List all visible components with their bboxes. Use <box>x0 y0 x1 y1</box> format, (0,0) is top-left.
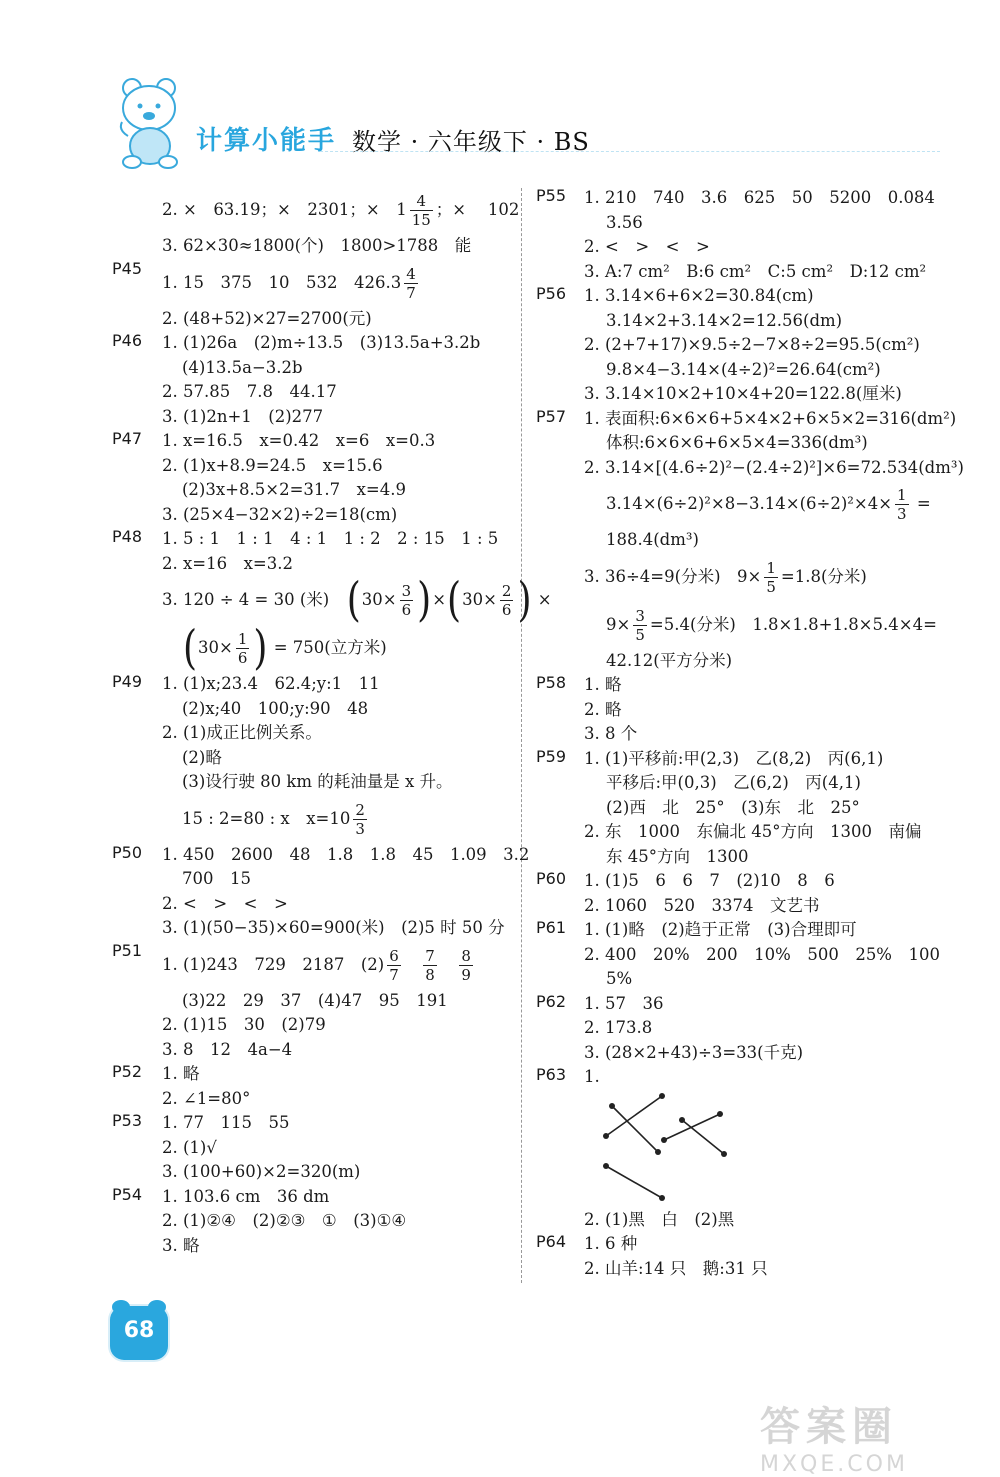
watermark <box>760 1395 980 1477</box>
answer-text: 2. (1)②④ (2)②③ ① (3)①④ <box>162 1211 407 1230</box>
answer-text: 1. 77 115 55 <box>162 1113 290 1132</box>
answer-line <box>112 573 552 627</box>
page-ref-label: P64 <box>536 1232 567 1251</box>
answer-text: 2. 东 1000 东偏北 45°方向 1300 南偏 <box>584 822 922 841</box>
answer-text: 1. (1)略 (2)趋于正常 (3)合理即可 <box>584 920 857 939</box>
answer-line <box>536 992 936 1017</box>
answer-line <box>112 380 512 405</box>
page-ref-label: P48 <box>112 527 143 546</box>
answer-text: 3. (25×4−32×2)÷2=18(cm) <box>162 504 398 524</box>
answer-text: 3.56 <box>606 212 643 232</box>
answer-text: 30× <box>198 638 233 657</box>
answer-line <box>536 1041 936 1066</box>
answer-text: (2)3x+8.5×2=31.7 x=4.9 <box>182 480 406 499</box>
answer-line <box>536 673 936 698</box>
answer-text: 2. 略 <box>584 699 622 719</box>
page-ref-label: P62 <box>536 991 567 1011</box>
page-ref-label: P46 <box>112 331 143 350</box>
answer-text: 3. 8 12 4a−4 <box>162 1039 293 1059</box>
diagram-segment <box>664 1114 720 1140</box>
p63-line-diagram <box>536 1090 936 1208</box>
answer-text: 1. 5 : 1 1 : 1 4 : 1 1 : 2 2 : 15 1 : 5 <box>162 529 499 548</box>
watermark-logo-text: 答案圈 <box>760 1404 898 1450</box>
paren-close: ) <box>417 573 432 627</box>
answer-line <box>536 820 936 845</box>
page-ref-label: P58 <box>536 673 567 692</box>
answer-text: × <box>432 590 447 609</box>
answer-line <box>536 943 940 968</box>
answer-line <box>112 234 512 259</box>
answer-line <box>536 771 936 796</box>
answer-line <box>112 186 520 234</box>
answer-entry <box>112 186 520 259</box>
answer-line <box>536 553 936 601</box>
answer-entry <box>112 429 512 527</box>
answer-line: 42.12(平方分米) <box>606 650 733 670</box>
answer-entry <box>536 1065 936 1090</box>
answer-line <box>112 1160 512 1185</box>
diagram-point <box>603 1133 609 1139</box>
answer-text: 2. 3.14×[(4.6÷2)²−(2.4÷2)²]×6=72.534(dm³) <box>584 457 964 477</box>
answer-line <box>112 697 512 722</box>
answer-line <box>112 1111 512 1136</box>
answer-text: 3. 62×30≈1800(个) 1800>1788 能 <box>162 236 472 255</box>
answer-text: 2. 400 20% 200 10% 500 25% 100 <box>584 944 940 964</box>
fraction-denominator: 5 <box>766 577 776 596</box>
fraction-numerator: 7 <box>425 946 435 965</box>
answer-line <box>112 867 512 892</box>
answer-text: 3. 36÷4=9(分米) 9× <box>584 566 762 586</box>
answer-text: 平移后:甲(0,3) 乙(6,2) 丙(4,1) <box>606 773 861 792</box>
answer-entry <box>536 869 936 918</box>
answer-text: 1. (1)243 729 2187 (2) <box>162 954 385 974</box>
fraction <box>459 947 473 984</box>
answer-text: 2. (1)√ <box>162 1137 217 1157</box>
answer-text: = 750(立方米) <box>268 638 387 657</box>
answer-text: 3. (100+60)×2=320(m) <box>162 1162 361 1181</box>
answer-text: 3.14×(6÷2)²×8−3.14×(6÷2)²×4× <box>606 494 893 513</box>
fraction-denominator: 6 <box>401 601 412 619</box>
answer-text: 3. 120 ÷ 4 = 30 (米) <box>162 590 330 609</box>
answer-line <box>536 456 964 481</box>
fraction-denominator: 7 <box>389 965 399 984</box>
answer-line <box>112 1038 512 1063</box>
page-ref-label: P52 <box>112 1062 143 1081</box>
answer-line <box>112 1087 512 1112</box>
page-ref-label: P57 <box>536 406 567 426</box>
answer-text: × <box>532 590 552 609</box>
answer-text: 3. (1)2n+1 (2)277 <box>162 406 324 426</box>
fraction-numerator: 4 <box>406 264 416 283</box>
answer-line <box>536 260 936 285</box>
answer-text: (3)22 29 37 (4)47 95 191 <box>182 990 448 1010</box>
page-ref-label: P50 <box>112 842 143 862</box>
answer-line <box>536 1065 936 1090</box>
answer-entry <box>112 527 512 576</box>
answer-text: 2. < > < > <box>584 237 710 256</box>
answer-text: 1. (1)平移前:甲(2,3) 乙(8,2) 丙(6,1) <box>584 748 884 768</box>
fraction <box>410 192 433 229</box>
answer-line <box>112 1234 512 1259</box>
bear-mascot-icon <box>110 70 190 170</box>
answer-line <box>112 843 530 868</box>
paren-open: ( <box>346 573 361 627</box>
answer-text: 东 45°方向 1300 <box>606 846 749 866</box>
diagram-point <box>655 1149 661 1155</box>
answer-text: 2. (1)x+8.9=24.5 x=15.6 <box>162 455 383 475</box>
answer-text: 3. (28×2+43)÷3=33(千克) <box>584 1042 804 1062</box>
answer-text: 3.14×2+3.14×2=12.56(dm) <box>606 310 843 330</box>
answer-text: (3)设行驶 80 km 的耗油量是 x 升。 <box>182 772 453 791</box>
answer-line <box>112 795 512 843</box>
answer-line <box>112 621 512 675</box>
badge-ear-right <box>148 1300 166 1314</box>
answer-line <box>536 309 936 334</box>
fraction-denominator: 3 <box>897 505 907 523</box>
answer-line <box>536 918 936 943</box>
fraction-denominator: 6 <box>501 601 512 619</box>
answer-text: 1. 表面积:6×6×6+5×4×2+6×5×2=316(dm²) <box>584 408 957 428</box>
answer-line <box>112 916 512 941</box>
answer-entry <box>536 673 936 747</box>
book-subtitle: 数学 · 六年级下 · BS <box>352 128 590 156</box>
answer-line <box>536 1257 936 1282</box>
fraction-numerator: 3 <box>635 606 645 625</box>
answer-text: 1. 57 36 <box>584 993 664 1013</box>
answer-line <box>112 770 512 795</box>
answer-line <box>536 382 936 407</box>
diagram-point <box>603 1163 609 1169</box>
answer-line <box>112 892 512 917</box>
badge-ear-left <box>112 1300 130 1314</box>
p63-line-diagram-svg <box>596 1090 796 1208</box>
answer-entry <box>536 992 936 1066</box>
fraction-denominator: 3 <box>355 819 365 838</box>
answer-entry <box>536 1232 936 1281</box>
answer-text: 3. 8 个 <box>584 724 638 743</box>
page-ref-label: P45 <box>112 258 143 278</box>
fraction-denominator: 9 <box>461 965 471 984</box>
fraction-numerator: 6 <box>389 946 399 965</box>
watermark-url: MXQE.COM <box>760 1452 908 1477</box>
answer-text: 9.8×4−3.14×(4÷2)²=26.64(cm²) <box>606 359 881 379</box>
page-ref-label: P49 <box>112 672 143 691</box>
answer-text: 2. ∠1=80° <box>162 1088 251 1108</box>
answer-text: =1.8(分米) <box>780 566 867 586</box>
answer-text: (2)略 <box>182 747 222 767</box>
fraction <box>500 582 514 619</box>
answer-text: 1. x=16.5 x=0.42 x=6 x=0.3 <box>162 431 436 450</box>
answer-text: (2)西 北 25° (3)东 北 25° <box>606 797 860 817</box>
fraction-denominator: 7 <box>406 283 416 302</box>
page-ref-label: P47 <box>112 429 143 448</box>
answer-entry <box>536 406 964 481</box>
answer-entry <box>536 918 940 992</box>
answer-text: = <box>911 494 931 513</box>
fraction-denominator: 5 <box>635 625 645 644</box>
answer-line <box>536 722 936 747</box>
answer-text: 2. x=16 x=3.2 <box>162 553 293 573</box>
fraction-denominator: 8 <box>425 965 435 984</box>
answer-text: 3. (1)(50−35)×60=900(米) (2)5 时 50 分 <box>162 918 505 937</box>
answer-text: 1. 210 740 3.6 625 50 5200 0.084 <box>584 188 935 207</box>
fraction <box>895 486 909 523</box>
answer-text: 2. 173.8 <box>584 1018 653 1037</box>
answer-text: 15 : 2=80 : x x=10 <box>182 808 351 828</box>
answer-text: (4)13.5a−3.2b <box>182 357 303 377</box>
answer-text: 700 15 <box>182 869 251 888</box>
fraction-denominator: 15 <box>411 211 431 229</box>
answer-line <box>112 1136 512 1161</box>
page-ref-label: P63 <box>536 1065 567 1084</box>
fraction-numerator: 8 <box>461 946 471 965</box>
answer-line <box>112 405 512 430</box>
answer-line <box>112 941 512 989</box>
answer-entry <box>112 1185 512 1259</box>
fraction-numerator: 2 <box>355 800 365 819</box>
diagram-point <box>679 1117 685 1123</box>
answer-text: 1. 6 种 <box>584 1234 638 1253</box>
right-column <box>536 186 964 1281</box>
answer-line <box>536 869 936 894</box>
page-ref-label: P55 <box>536 186 567 205</box>
answer-line <box>536 796 936 821</box>
diagram-point <box>661 1137 667 1143</box>
diagram-point <box>659 1093 665 1099</box>
answer-line <box>112 454 512 479</box>
answer-line <box>536 407 957 432</box>
answer-entry <box>536 747 936 870</box>
fraction <box>353 801 367 838</box>
answer-text: ；× 102 <box>435 200 520 219</box>
paren-close: ) <box>253 621 268 675</box>
answer-line <box>112 356 512 381</box>
answer-line <box>536 186 936 211</box>
fraction-numerator: 1 <box>766 558 776 577</box>
answer-line <box>536 698 936 723</box>
answer-line <box>536 211 936 236</box>
answer-line <box>112 259 512 307</box>
fraction-numerator: 1 <box>897 486 907 504</box>
answer-line <box>536 431 936 456</box>
answer-text: 5% <box>606 969 633 988</box>
answer-line <box>112 307 512 332</box>
fraction <box>236 630 250 667</box>
header-divider <box>320 151 940 152</box>
diagram-point <box>717 1111 723 1117</box>
page-header <box>100 60 940 170</box>
diagram-segment <box>606 1096 662 1136</box>
answer-text: 1. <box>584 1067 600 1086</box>
answer-line <box>536 1232 936 1257</box>
answer-line <box>536 601 936 649</box>
answer-text: 体积:6×6×6+6×5×4=336(dm³) <box>606 433 868 452</box>
fraction-numerator: 4 <box>410 192 433 211</box>
answer-entry <box>112 842 530 941</box>
answer-text: 2. (1)黑 白 (2)黑 <box>584 1209 735 1229</box>
answer-text: 2. (48+52)×27=2700(元) <box>162 308 372 328</box>
answer-text: 3. 略 <box>162 1235 200 1255</box>
diagram-segment <box>682 1120 724 1154</box>
answer-line <box>112 478 512 503</box>
answer-line <box>112 429 512 454</box>
fraction <box>423 947 437 984</box>
page-ref-label: P54 <box>112 1184 143 1204</box>
page-number-badge <box>110 1306 168 1360</box>
answer-line <box>112 746 512 771</box>
answer-line <box>112 331 512 356</box>
answer-text: 1. 450 2600 48 1.8 1.8 45 1.09 3.2 <box>162 844 530 864</box>
answer-entry <box>536 1208 936 1233</box>
answer-line <box>536 747 936 772</box>
fraction-numerator: 2 <box>501 582 512 600</box>
paren-open: ( <box>183 621 198 675</box>
fraction <box>404 265 418 302</box>
answer-line <box>112 1062 512 1087</box>
answer-entry <box>536 186 936 284</box>
paren-close: ) <box>517 573 532 627</box>
answer-text: 30× <box>462 590 497 609</box>
answer-line <box>112 503 512 528</box>
answer-line <box>112 527 512 552</box>
answer-text: 1. (1)5 6 6 7 (2)10 8 6 <box>584 871 835 890</box>
answer-line <box>536 967 936 992</box>
diagram-point <box>721 1151 727 1157</box>
paren-open: ( <box>447 573 462 627</box>
answer-line <box>536 284 936 309</box>
answer-line <box>112 721 512 746</box>
diagram-point <box>659 1195 665 1201</box>
answer-text: 2. (1)15 30 (2)79 <box>162 1015 326 1034</box>
answer-text: 1. (1)26a (2)m÷13.5 (3)13.5a+3.2b <box>162 333 481 352</box>
answer-text: 2. 57.85 7.8 44.17 <box>162 382 337 401</box>
answer-text: 30× <box>361 590 397 609</box>
answer-entry <box>112 259 512 332</box>
answer-text: 1. (1)x;23.4 62.4;y:1 11 <box>162 674 380 693</box>
answer-line <box>536 235 936 260</box>
answer-line <box>536 358 936 383</box>
answer-entry <box>536 284 936 407</box>
answer-entry <box>112 331 512 429</box>
diagram-segment <box>606 1166 662 1198</box>
fraction <box>387 947 401 984</box>
answer-text: 1. 略 <box>162 1064 200 1083</box>
answer-text: 2. 山羊:14 只 鹅:31 只 <box>584 1258 768 1278</box>
answer-line <box>112 1013 512 1038</box>
answer-line <box>112 672 512 697</box>
page-number: 68 <box>123 1318 155 1343</box>
answer-line <box>536 1016 936 1041</box>
fraction <box>400 582 414 619</box>
fraction <box>764 559 778 596</box>
answer-text: =5.4(分米) 1.8×1.8+1.8×5.4×4= <box>649 614 937 634</box>
page-ref-label: P61 <box>536 918 567 937</box>
answer-text: 1. 3.14×6+6×2=30.84(cm) <box>584 286 814 305</box>
answer-line <box>112 989 512 1014</box>
page-ref-label: P56 <box>536 284 567 303</box>
page-ref-label: P53 <box>112 1111 143 1130</box>
answer-text: 3. 3.14×10×2+10×4+20=122.8(厘米) <box>584 384 902 403</box>
page-ref-label: P59 <box>536 746 567 766</box>
answer-text: (2)x;40 100;y:90 48 <box>182 698 369 718</box>
answer-line <box>536 894 936 919</box>
answer-line <box>536 1208 936 1233</box>
answer-entry <box>112 672 512 795</box>
answer-line <box>112 1209 512 1234</box>
answer-entry <box>112 1062 512 1111</box>
answer-text: 1. 略 <box>584 675 622 694</box>
answer-text: 2. < > < > <box>162 893 288 913</box>
diagram-segment <box>612 1106 658 1152</box>
fraction-numerator: 3 <box>401 582 412 600</box>
fraction-denominator: 6 <box>237 649 248 667</box>
answer-text: 3. A:7 cm² B:6 cm² C:5 cm² D:12 cm² <box>584 261 927 281</box>
answer-entry <box>112 1111 512 1185</box>
page-ref-label: P60 <box>536 869 567 888</box>
answer-line <box>536 333 936 358</box>
answer-text: 2. (2+7+17)×9.5÷2−7×8÷2=95.5(cm²) <box>584 335 920 354</box>
answer-entry <box>112 941 512 989</box>
page-ref-label: P51 <box>112 940 143 960</box>
answer-line <box>112 1185 512 1210</box>
answer-text: 1. 103.6 cm 36 dm <box>162 1186 330 1206</box>
column-divider <box>521 188 522 1283</box>
answer-entry <box>112 989 512 1063</box>
fraction <box>633 607 647 644</box>
answer-text: 2. × 63.19；× 2301；× 1 <box>162 200 407 219</box>
diagram-point <box>609 1103 615 1109</box>
answer-line: 188.4(dm³) <box>606 530 699 549</box>
answer-line <box>536 480 936 528</box>
answer-text: 1. 15 375 10 532 426.3 <box>162 272 402 292</box>
fraction-numerator: 1 <box>237 630 248 648</box>
book-title: 计算小能手 <box>196 126 337 156</box>
answer-text: 2. 1060 520 3374 文艺书 <box>584 895 820 915</box>
answer-text: 2. (1)成正比例关系。 <box>162 723 322 742</box>
answer-text: 9× <box>606 614 631 634</box>
answer-line <box>536 845 936 870</box>
